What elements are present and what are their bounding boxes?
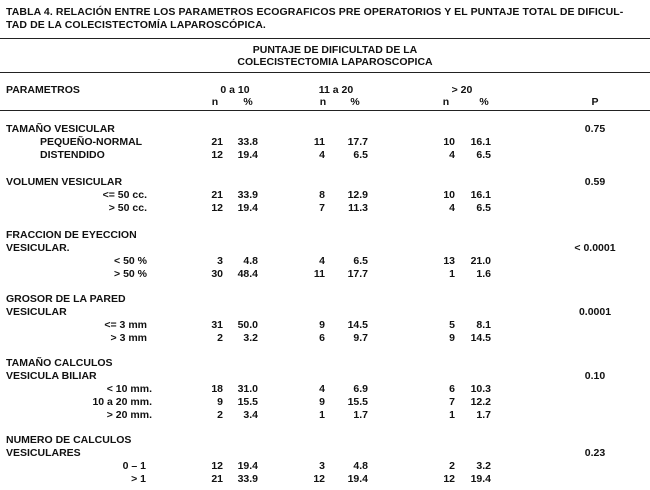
cell-pct: 19.4 <box>237 460 258 472</box>
section-title-line-2: VESICULA BILIAR <box>6 370 97 382</box>
cell-pct: 19.4 <box>237 202 258 214</box>
cell-pct: 10.3 <box>470 383 491 395</box>
cell-n: 5 <box>449 319 455 331</box>
row-label: < 50 % <box>114 255 147 267</box>
row-label: <= 50 cc. <box>102 189 147 201</box>
cell-pct: 14.5 <box>347 319 368 331</box>
cell-pct: 9.7 <box>353 332 368 344</box>
cell-n: 12 <box>211 460 223 472</box>
cell-n: 2 <box>217 409 223 421</box>
cell-pct: 6.5 <box>476 202 491 214</box>
cell-n: 12 <box>313 473 325 485</box>
cell-n: 7 <box>319 202 325 214</box>
cell-n: 6 <box>319 332 325 344</box>
column-header-group-gt-20: > 20 <box>451 84 473 96</box>
cell-n: 21 <box>211 473 223 485</box>
cell-pct: 3.4 <box>243 409 258 421</box>
table-caption-line-1: TABLA 4. RELACIÓN ENTRE LOS PARAMETROS ECOGRAFICOS PRE OPERATORIOS Y EL PUNTAJE TOTAL DE DIFICUL- <box>6 6 624 18</box>
row-label: 10 a 20 mm. <box>92 396 152 408</box>
row-label: DISTENDIDO <box>40 149 105 161</box>
span-header-line-1: PUNTAJE DE DIFICULTAD DE LA <box>252 44 418 56</box>
cell-n: 4 <box>449 149 455 161</box>
section-title: NUMERO DE CALCULOS <box>6 434 132 446</box>
cell-n: 9 <box>319 319 325 331</box>
cell-pct: 33.9 <box>237 189 258 201</box>
section-title: VOLUMEN VESICULAR <box>6 176 123 188</box>
cell-n: 11 <box>313 268 325 280</box>
cell-pct: 15.5 <box>237 396 258 408</box>
cell-pct: 6.5 <box>353 149 368 161</box>
cell-pct: 12.2 <box>470 396 491 408</box>
top-rule <box>0 38 650 39</box>
cell-n: 8 <box>319 189 325 201</box>
row-label: > 50 % <box>114 268 147 280</box>
cell-n: 1 <box>449 268 455 280</box>
row-label: > 1 <box>131 473 146 485</box>
cell-pct: 31.0 <box>237 383 258 395</box>
cell-pct: 33.9 <box>237 473 258 485</box>
cell-n: 30 <box>211 268 223 280</box>
cell-n: 4 <box>319 383 325 395</box>
cell-n: 12 <box>443 473 455 485</box>
section-title: TAMAÑO VESICULAR <box>6 123 115 135</box>
row-label: < 10 mm. <box>106 383 152 395</box>
cell-pct: 17.7 <box>347 268 368 280</box>
column-header-pct: % <box>350 96 360 108</box>
row-label: > 20 mm. <box>106 409 152 421</box>
cell-pct: 6.9 <box>353 383 368 395</box>
p-value: 0.0001 <box>578 306 612 318</box>
p-value: 0.59 <box>584 176 606 188</box>
cell-pct: 48.4 <box>237 268 258 280</box>
cell-n: 6 <box>449 383 455 395</box>
cell-n: 1 <box>449 409 455 421</box>
cell-n: 9 <box>217 396 223 408</box>
section-title: TAMAÑO CALCULOS <box>6 357 113 369</box>
column-header-n: n <box>211 96 219 108</box>
cell-n: 12 <box>211 149 223 161</box>
row-label: > 3 mm <box>110 332 147 344</box>
row-label: > 50 cc. <box>108 202 147 214</box>
column-header-n: n <box>319 96 327 108</box>
cell-n: 21 <box>211 136 223 148</box>
cell-pct: 19.4 <box>347 473 368 485</box>
cell-n: 2 <box>449 460 455 472</box>
cell-pct: 19.4 <box>237 149 258 161</box>
cell-n: 18 <box>211 383 223 395</box>
cell-pct: 1.7 <box>353 409 368 421</box>
cell-pct: 16.1 <box>470 136 491 148</box>
cell-pct: 19.4 <box>470 473 491 485</box>
cell-pct: 12.9 <box>347 189 368 201</box>
cell-pct: 14.5 <box>470 332 491 344</box>
column-header-group-11-20: 11 a 20 <box>318 84 354 96</box>
cell-pct: 17.7 <box>347 136 368 148</box>
cell-pct: 15.5 <box>347 396 368 408</box>
cell-n: 3 <box>217 255 223 267</box>
cell-pct: 11.3 <box>348 202 368 214</box>
cell-pct: 4.8 <box>243 255 258 267</box>
cell-pct: 6.5 <box>476 149 491 161</box>
cell-pct: 21.0 <box>470 255 491 267</box>
p-value: 0.75 <box>584 123 606 135</box>
column-header-pct: % <box>243 96 253 108</box>
row-label: <= 3 mm <box>104 319 147 331</box>
span-header-line-2: COLECISTECTOMIA LAPAROSCOPICA <box>237 56 433 68</box>
cell-pct: 1.6 <box>476 268 491 280</box>
column-header-pct: % <box>479 96 489 108</box>
cell-pct: 1.7 <box>476 409 491 421</box>
p-value: < 0.0001 <box>574 242 616 254</box>
column-header-rule <box>0 110 650 111</box>
cell-n: 10 <box>443 189 455 201</box>
cell-n: 11 <box>313 136 325 148</box>
header-rule <box>0 72 650 73</box>
cell-pct: 8.1 <box>476 319 491 331</box>
cell-n: 21 <box>211 189 223 201</box>
cell-pct: 4.8 <box>353 460 368 472</box>
cell-n: 4 <box>319 149 325 161</box>
cell-n: 10 <box>443 136 455 148</box>
row-label: PEQUEÑO-NORMAL <box>40 136 143 148</box>
cell-n: 12 <box>211 202 223 214</box>
column-header-p: P <box>591 96 599 108</box>
cell-n: 7 <box>449 396 455 408</box>
cell-pct: 6.5 <box>353 255 368 267</box>
p-value: 0.23 <box>584 447 606 459</box>
cell-n: 31 <box>211 319 223 331</box>
section-title-line-2: VESICULAR. <box>6 242 70 254</box>
table-caption-line-2: TAD DE LA COLECISTECTOMÍA LAPAROSCÓPICA. <box>6 19 266 31</box>
section-title: FRACCION DE EYECCION <box>6 229 137 241</box>
column-header-group-0-10: 0 a 10 <box>220 84 250 96</box>
cell-n: 9 <box>449 332 455 344</box>
section-title: GROSOR DE LA PARED <box>6 293 126 305</box>
column-header-parametros: PARAMETROS <box>6 84 80 96</box>
cell-n: 9 <box>319 396 325 408</box>
cell-pct: 33.8 <box>237 136 258 148</box>
section-title-line-2: VESICULAR <box>6 306 67 318</box>
cell-n: 3 <box>319 460 325 472</box>
cell-pct: 50.0 <box>237 319 258 331</box>
cell-n: 4 <box>319 255 325 267</box>
cell-pct: 16.1 <box>470 189 491 201</box>
cell-n: 2 <box>217 332 223 344</box>
section-title-line-2: VESICULARES <box>6 447 81 459</box>
column-header-n: n <box>442 96 450 108</box>
row-label: 0 – 1 <box>122 460 146 472</box>
cell-n: 13 <box>443 255 455 267</box>
p-value: 0.10 <box>584 370 606 382</box>
cell-pct: 3.2 <box>243 332 258 344</box>
cell-n: 4 <box>449 202 455 214</box>
cell-n: 1 <box>319 409 325 421</box>
cell-pct: 3.2 <box>476 460 491 472</box>
